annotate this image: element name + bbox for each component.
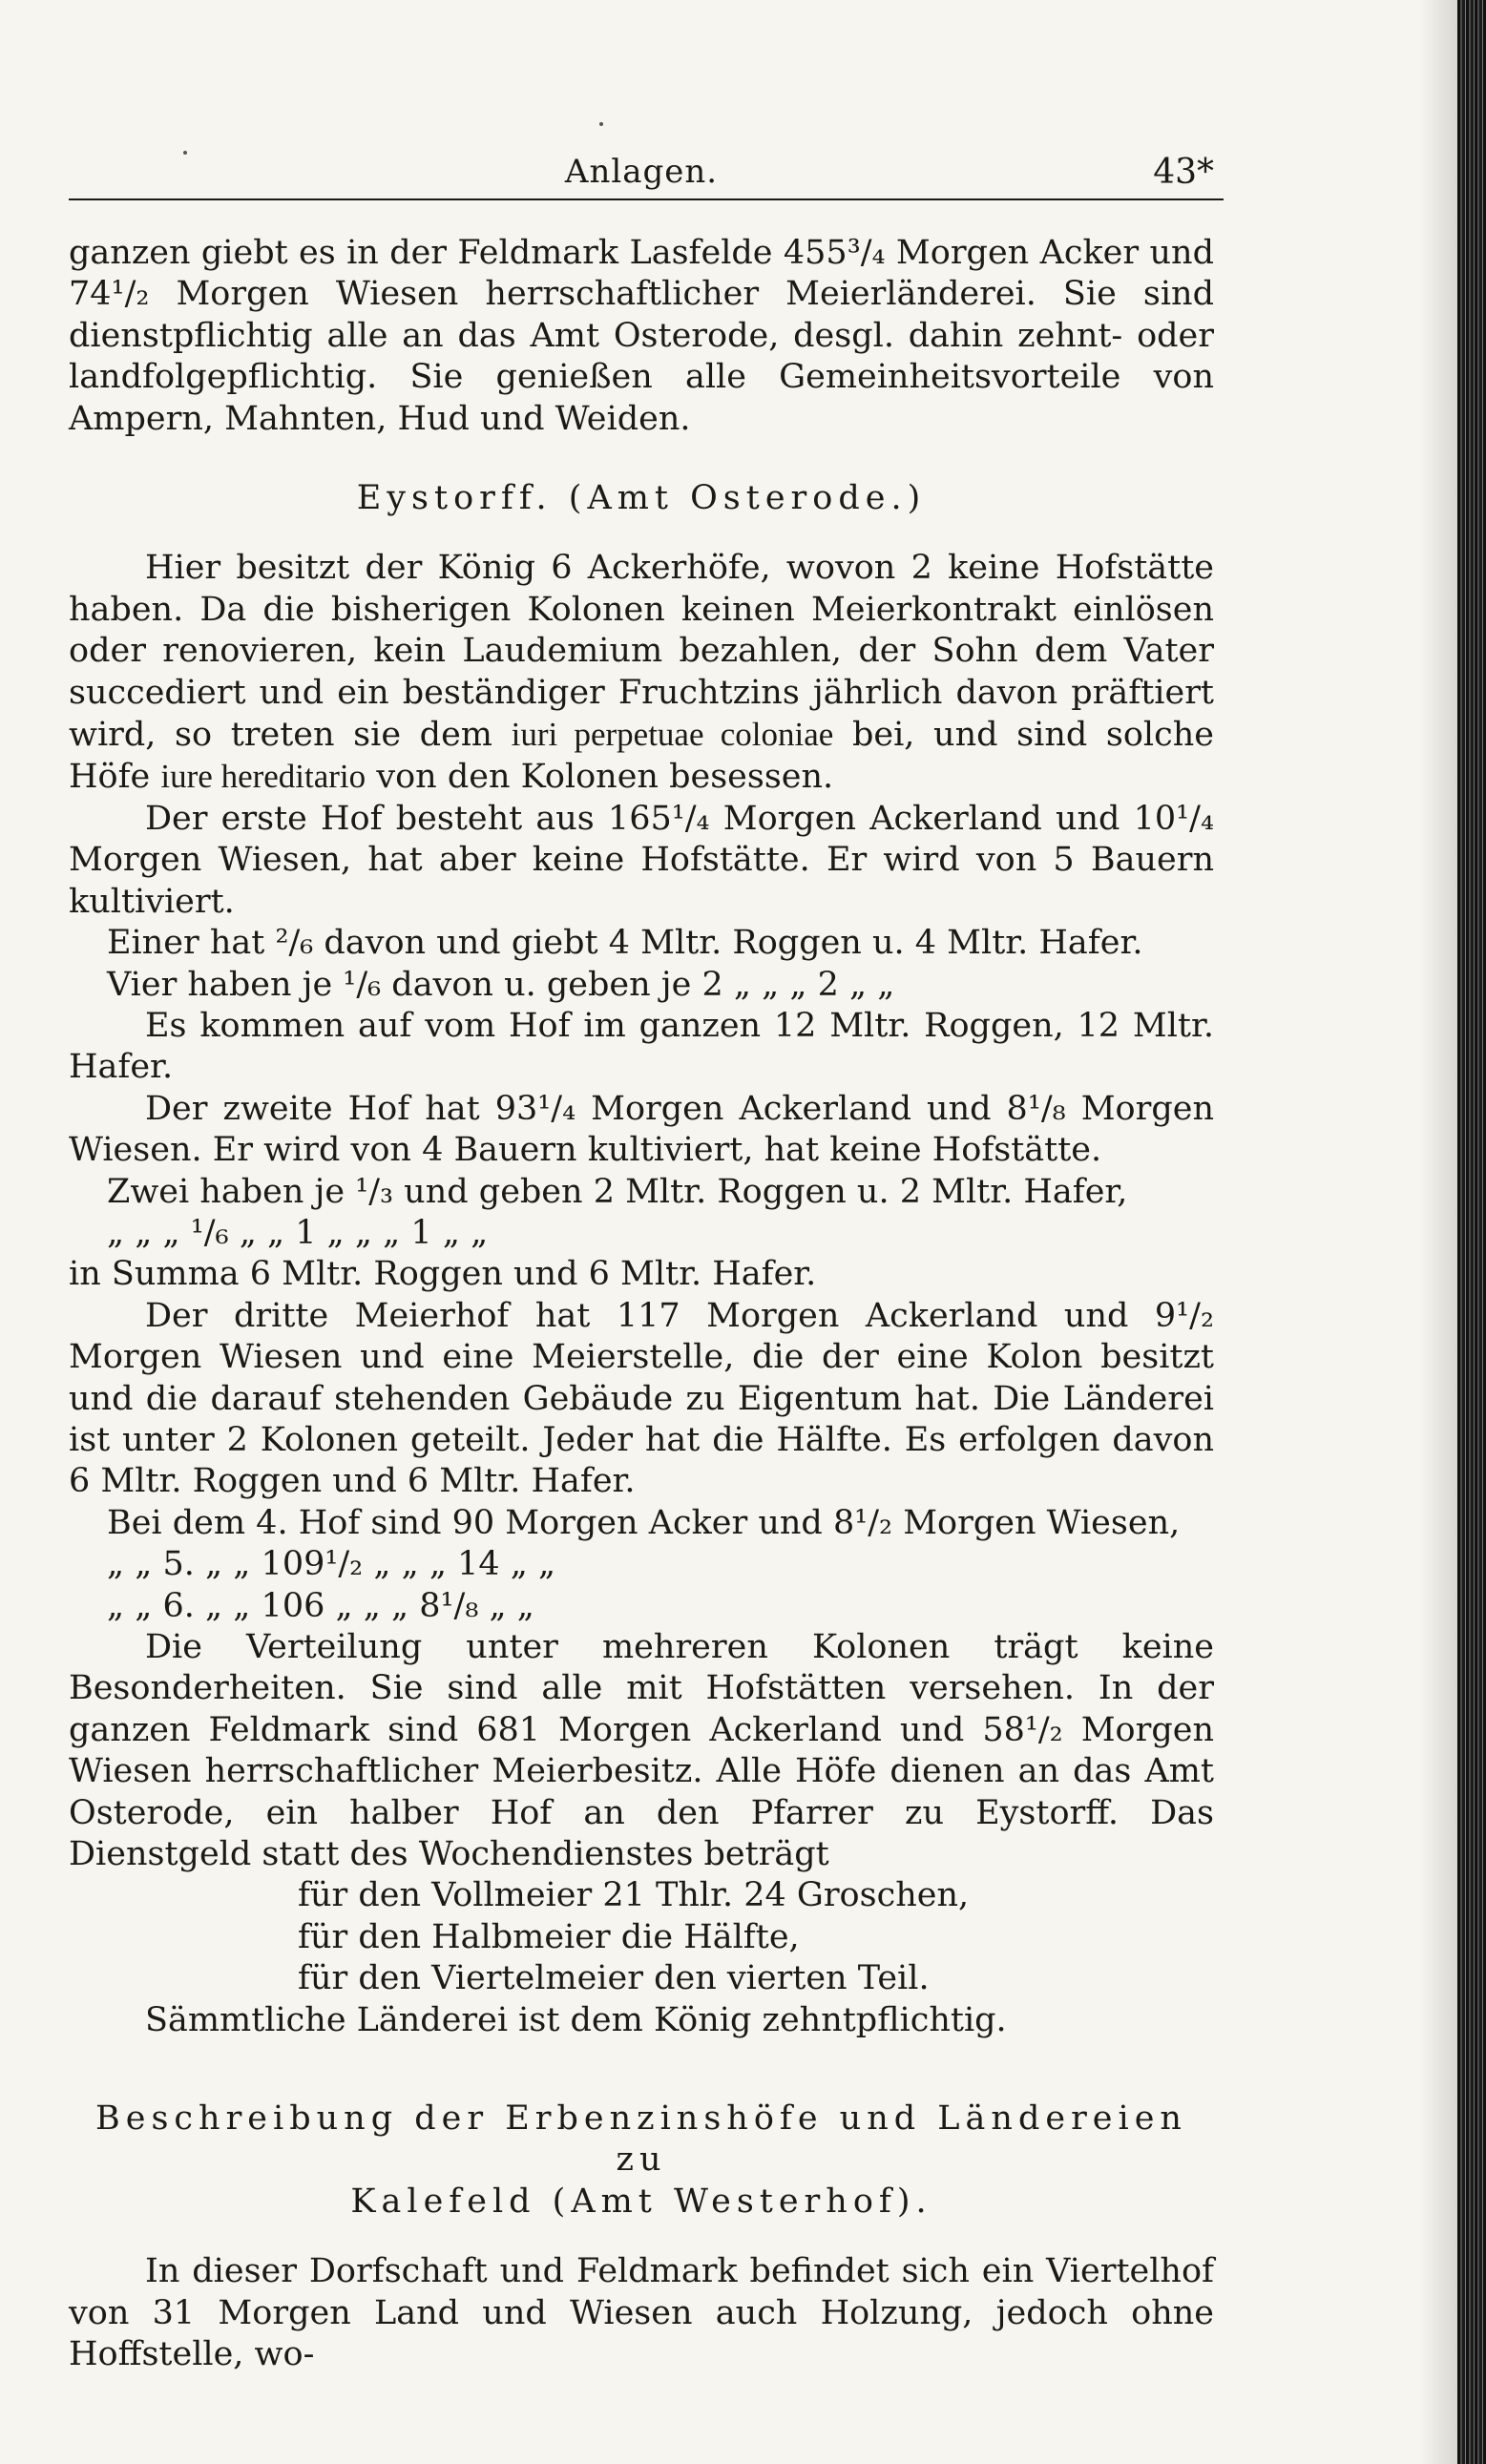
table-line: für den Viertelmeier den vierten Teil.: [298, 1959, 930, 1998]
paragraph: In dieser Dorfschaft und Feldmark befindet sich ein Viertelhof von 31 Morgen Land und Wiesen auch Holzung, jedoch ohne Hoffstelle, wo-: [69, 2252, 1214, 2374]
paragraph: Der erste Hof besteht aus 165¹/₄ Morgen Ackerland und 10¹/₄ Morgen Wiesen, hat aber keine Hofstätte. Er wird von 5 Bauern kultiviert.: [69, 799, 1214, 921]
table-line: Sämmtliche Länderei ist dem König zehntpflichtig.: [145, 2000, 1007, 2039]
paragraph: ganzen giebt es in der Feldmark Lasfelde 455³/₄ Morgen Acker und 74¹/₂ Morgen Wiesen herrschaftlicher Meierländerei. Sie sind dienstpflichtig alle an das Amt Osterode, desgl. dahin zehnt- oder landfolgepflichtig. Sie genießen alle Gemeinheitsvorteile von Ampern, Mahnten, Hud und Weiden.: [69, 234, 1214, 438]
running-header: [69, 153, 1214, 200]
section-heading: Beschreibung der Erbenzinshöfe und Ländereien zu: [95, 2099, 1187, 2180]
header-rule: [69, 198, 1224, 200]
latin-phrase: iuri perpetuae coloniae: [511, 716, 834, 754]
table-line: Einer hat ²/₆ davon und giebt 4 Mltr. Roggen u. 4 Mltr. Hafer.: [107, 924, 1143, 963]
paragraph: Der dritte Meierhof hat 117 Morgen Ackerland und 9¹/₂ Morgen Wiesen und eine Meierstelle, die der eine Kolon besitzt und die darauf stehenden Gebäude zu Eigentum hat. Die Länderei ist unter 2 Kolonen geteilt. Jeder hat die Hälfte. Es erfolgen davon 6 Mltr. Roggen und 6 Mltr. Hafer.: [69, 1296, 1214, 1501]
running-title: Anlagen.: [564, 153, 719, 191]
table-line: Zwei haben je ¹/₃ und geben 2 Mltr. Roggen u. 2 Mltr. Hafer,: [107, 1172, 1128, 1211]
latin-phrase: iure hereditario: [160, 758, 366, 796]
paragraph: Es kommen auf vom Hof im ganzen 12 Mltr. Roggen, 12 Mltr. Hafer.: [69, 1006, 1214, 1087]
binding-shadow: [1419, 0, 1457, 2464]
page-number: 43*: [1153, 153, 1214, 192]
book-binding-edge: [1457, 0, 1486, 2464]
section-heading: Eystorff. (Amt Osterode.): [356, 479, 927, 518]
page-body: [69, 233, 1214, 2376]
table-line: Bei dem 4. Hof sind 90 Morgen Acker und 8¹/₂ Morgen Wiesen,: [107, 1503, 1181, 1542]
section-heading: Kalefeld (Amt Westerhof).: [350, 2182, 932, 2221]
table-line: „ „ „ ¹/₆ „ „ 1 „ „ „ 1 „ „: [107, 1213, 489, 1252]
book-page: [69, 0, 1214, 2464]
paragraph: Hier besitzt der König 6 Ackerhöfe, wovon 2 keine Hofstätte haben. Da die bisherigen Kolonen keinen Meierkontrakt einlösen oder renovieren, kein Laudemium bezahlen, der Sohn dem Vater succediert und ein beständiger Fruchtzins jährlich davon präftiert wird, so treten sie dem iuri perpetuae coloniae bei, und sind solche Höfe iure hereditario von den Kolonen besessen.: [69, 549, 1214, 797]
table-line: „ „ 6. „ „ 106 „ „ „ 8¹/₈ „ „: [107, 1586, 534, 1625]
table-line: „ „ 5. „ „ 109¹/₂ „ „ „ 14 „ „: [107, 1545, 556, 1584]
paragraph: Der zweite Hof hat 93¹/₄ Morgen Ackerland und 8¹/₈ Morgen Wiesen. Er wird von 4 Bauern kultiviert, hat keine Hofstätte.: [69, 1089, 1214, 1170]
table-line: Vier haben je ¹/₆ davon u. geben je 2 „ „ „ 2 „ „: [107, 965, 895, 1004]
table-line: für den Vollmeier 21 Thlr. 24 Groschen,: [298, 1876, 970, 1915]
paragraph: Die Verteilung unter mehreren Kolonen trägt keine Besonderheiten. Sie sind alle mit Hofstätten versehen. In der ganzen Feldmark sind 681 Morgen Ackerland und 58¹/₂ Morgen Wiesen herrschaftlicher Meierbesitz. Alle Höfe dienen an das Amt Osterode, ein halber Hof an den Pfarrer zu Eystorff. Das Dienstgeld statt des Wochendienstes beträgt: [69, 1628, 1214, 1874]
table-line: für den Halbmeier die Hälfte,: [298, 1917, 800, 1956]
table-line: in Summa 6 Mltr. Roggen und 6 Mltr. Hafer.: [69, 1255, 817, 1294]
